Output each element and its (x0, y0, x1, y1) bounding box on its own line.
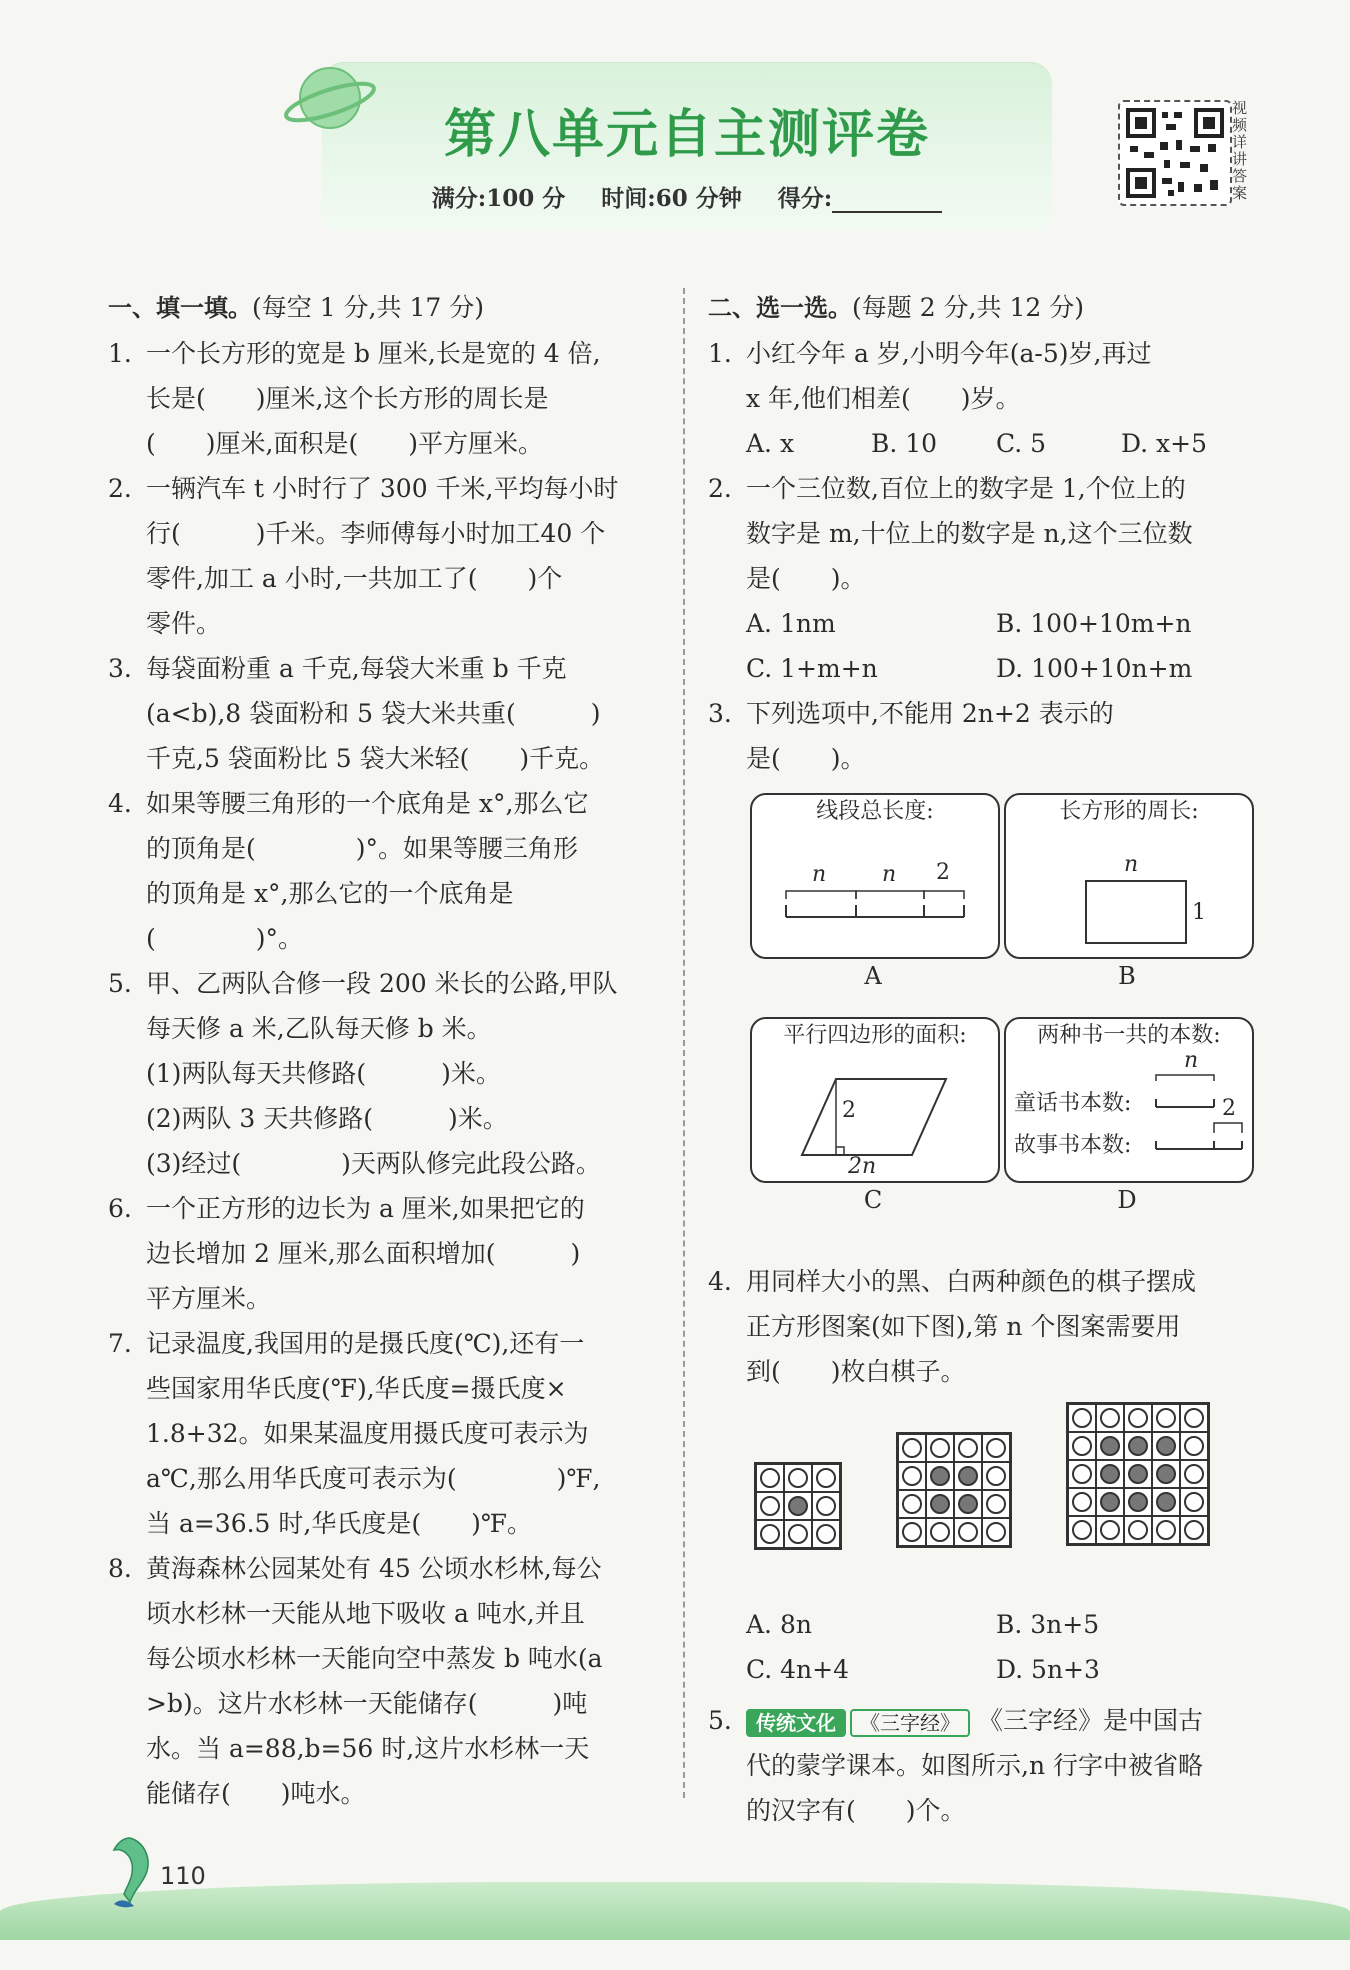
figure-c-parallelogram[interactable] (750, 1017, 1000, 1183)
white-stone (1184, 1408, 1204, 1428)
question-number: 8. (108, 1554, 132, 1583)
question-number: 1. (708, 339, 732, 368)
grid-cell (756, 1464, 784, 1492)
option-d[interactable]: D. 5n+3 (996, 1655, 1100, 1684)
question-line: 当 a=36.5 时,华氏度是( )℉。 (146, 1509, 533, 1538)
question-line: (a<b),8 袋面粉和 5 袋大米共重( ) (146, 699, 601, 728)
dolphin-icon (100, 1832, 162, 1912)
rect-length-label: n (1124, 852, 1139, 877)
figure-d-title: 两种书一共的本数: (1037, 1023, 1221, 1048)
question-line: 些国家用华氏度(℉),华氏度=摄氏度× (146, 1374, 567, 1403)
question-line: 如果等腰三角形的一个底角是 x°,那么它 (146, 789, 589, 818)
question-line: 的顶角是 x°,那么它的一个底角是 (146, 879, 514, 908)
choice-options-1 (708, 421, 1268, 466)
section-title-fill-in (108, 285, 666, 331)
white-stone (1184, 1520, 1204, 1540)
question-line: 顷水杉林一天能从地下吸收 a 吨水,并且 (146, 1599, 585, 1628)
grid-cell (1124, 1488, 1152, 1516)
fill-question-4 (108, 781, 666, 961)
option-a[interactable]: A. 1nm (746, 609, 836, 638)
figure-d-caption: D (1117, 1186, 1137, 1214)
choice-question-4 (708, 1259, 1268, 1394)
grid-cell (756, 1492, 784, 1520)
grid-cell (1124, 1432, 1152, 1460)
choice-question-5 (708, 1698, 1268, 1833)
question-line: 每天修 a 米,乙队每天修 b 米。 (146, 1014, 492, 1043)
question-line: >b)。这片水杉林一天能储存( )吨 (146, 1689, 588, 1718)
pattern-3 (1066, 1402, 1210, 1546)
figure-b-title: 长方形的周长: (1059, 799, 1199, 824)
question-line: 小红今年 a 岁,小明今年(a-5)岁,再过 (746, 339, 1152, 368)
figure-a-title: 线段总长度: (816, 799, 934, 824)
white-stone (902, 1466, 922, 1486)
sub-question: (3)经过( )天两队修完此段公路。 (146, 1149, 601, 1178)
choice-options-2b (708, 646, 1268, 691)
grid-cell (1180, 1432, 1208, 1460)
question-line: 长是( )厘米,这个长方形的周长是 (146, 384, 549, 413)
grid-cell (982, 1518, 1010, 1546)
black-stone (788, 1496, 808, 1516)
figure-b-rectangle[interactable] (1004, 793, 1254, 959)
black-stone (1128, 1464, 1148, 1484)
white-stone (902, 1522, 922, 1542)
full-score: 满分:100 分 (431, 185, 566, 212)
segment-label-2: 2 (936, 860, 950, 885)
grid-cell (1152, 1460, 1180, 1488)
white-stone (1072, 1492, 1092, 1512)
white-stone (788, 1468, 808, 1488)
books-n-label: n (1184, 1048, 1199, 1073)
figure-c-caption: C (863, 1186, 883, 1214)
white-stone (958, 1438, 978, 1458)
grid-cell (954, 1462, 982, 1490)
question-line: 零件。 (146, 609, 222, 638)
question-number: 7. (108, 1329, 132, 1358)
white-stone (1128, 1520, 1148, 1540)
parallelogram-base-label: 2n (848, 1154, 877, 1179)
white-stone (1156, 1408, 1176, 1428)
white-stone (1072, 1436, 1092, 1456)
question-line: 零件,加工 a 小时,一共加工了( )个 (146, 564, 563, 593)
question-line: 到( )枚白棋子。 (746, 1357, 966, 1386)
question-line: x 年,他们相差( )岁。 (746, 384, 1021, 413)
grid-cell (898, 1490, 926, 1518)
question-line: 水。当 a=88,b=56 时,这片水杉林一天 (146, 1734, 590, 1763)
option-b[interactable]: B. 10 (871, 429, 938, 458)
grid-cell (1124, 1404, 1152, 1432)
question-line: 下列选项中,不能用 2n+2 表示的 (746, 699, 1114, 728)
black-stone (958, 1494, 978, 1514)
section-note: (每空 1 分,共 17 分) (252, 293, 484, 322)
white-stone (902, 1494, 922, 1514)
question-line: 甲、乙两队合修一段 200 米长的公路,甲队 (146, 969, 618, 998)
pattern-2 (896, 1432, 1012, 1548)
section-fill-in (108, 285, 666, 1816)
grid-cell (898, 1462, 926, 1490)
grid-cell (1124, 1516, 1152, 1544)
question-line: 千克,5 袋面粉比 5 袋大米轻( )千克。 (146, 744, 605, 773)
grid-cell (954, 1518, 982, 1546)
white-stone (986, 1522, 1006, 1542)
qr-code-icon[interactable] (1118, 100, 1232, 206)
option-b[interactable]: B. 3n+5 (996, 1610, 1100, 1639)
grid-cell (1180, 1488, 1208, 1516)
pattern-1 (754, 1462, 842, 1550)
section-note: (每题 2 分,共 12 分) (852, 293, 1084, 322)
question-line (746, 1698, 1268, 1743)
black-stone (1128, 1492, 1148, 1512)
grid-cell (926, 1490, 954, 1518)
option-a[interactable]: A. x (746, 429, 795, 458)
figure-a-caption: A (864, 962, 882, 990)
column-divider (683, 288, 685, 1798)
fill-question-2 (108, 466, 666, 646)
option-a[interactable]: A. 8n (746, 1610, 812, 1639)
grid-cell (1096, 1488, 1124, 1516)
white-stone (1128, 1408, 1148, 1428)
section-title-choice (708, 285, 1268, 331)
grid-cell (926, 1462, 954, 1490)
white-stone (1100, 1408, 1120, 1428)
question-line: 是( )。 (746, 744, 866, 773)
question-number: 3. (708, 699, 732, 728)
grid-cell (926, 1518, 954, 1546)
black-stone (1100, 1464, 1120, 1484)
grid-cell (1180, 1404, 1208, 1432)
grid-cell (1152, 1516, 1180, 1544)
book-tag: 《三字经》 (850, 1709, 970, 1737)
grid-cell (784, 1464, 812, 1492)
grid-cell (812, 1520, 840, 1548)
grid-cell (1068, 1432, 1096, 1460)
score-label: 得分: (777, 185, 833, 212)
option-d[interactable]: D. x+5 (1121, 429, 1207, 458)
question-line: 记录温度,我国用的是摄氏度(℃),还有一 (146, 1329, 585, 1358)
question-line: 的汉字有( )个。 (746, 1796, 966, 1825)
question-line: 一个长方形的宽是 b 厘米,长是宽的 4 倍, (146, 339, 601, 368)
question-line: 一辆汽车 t 小时行了 300 千米,平均每小时 (146, 474, 619, 503)
question-number: 2. (708, 474, 732, 503)
white-stone (1072, 1520, 1092, 1540)
question-line: 的顶角是( )°。如果等腰三角形 (146, 834, 579, 863)
question-line: 能储存( )吨水。 (146, 1779, 366, 1808)
fill-question-7 (108, 1321, 666, 1546)
question-line: ( )°。 (146, 924, 304, 953)
figure-a-segment[interactable] (750, 793, 1000, 959)
grid-cell (982, 1462, 1010, 1490)
question-line: 边长增加 2 厘米,那么面积增加( ) (146, 1239, 581, 1268)
white-stone (816, 1468, 836, 1488)
segment-label-n2: n (882, 862, 897, 887)
question-number: 6. (108, 1194, 132, 1223)
page-number: 110 (160, 1862, 206, 1890)
white-stone (930, 1438, 950, 1458)
grid-cell (812, 1464, 840, 1492)
question-line: ( )厘米,面积是( )平方厘米。 (146, 429, 543, 458)
option-c[interactable]: C. 5 (996, 429, 1047, 458)
question-line: 1.8+32。如果某温度用摄氏度可表示为 (146, 1419, 589, 1448)
white-stone (1100, 1520, 1120, 1540)
question-number: 2. (108, 474, 132, 503)
grid-cell (812, 1492, 840, 1520)
white-stone (986, 1466, 1006, 1486)
white-stone (760, 1524, 780, 1544)
grid-cell (926, 1434, 954, 1462)
option-b[interactable]: B. 100+10m+n (996, 609, 1192, 638)
question-line: 黄海森林公园某处有 45 公顷水杉林,每公 (146, 1554, 602, 1583)
grid-cell (1124, 1460, 1152, 1488)
grid-cell (954, 1434, 982, 1462)
white-stone (1156, 1520, 1176, 1540)
black-stone (1128, 1436, 1148, 1456)
grid-cell (898, 1434, 926, 1462)
white-stone (816, 1496, 836, 1516)
grid-cell (784, 1492, 812, 1520)
exam-meta (322, 180, 1052, 213)
grid-cell (954, 1490, 982, 1518)
question-number: 4. (708, 1267, 732, 1296)
black-stone (930, 1466, 950, 1486)
fill-question-3 (108, 646, 666, 781)
grid-cell (1152, 1432, 1180, 1460)
grid-cell (1068, 1460, 1096, 1488)
choice-question-3 (708, 691, 1268, 781)
black-stone (1156, 1492, 1176, 1512)
white-stone (1184, 1436, 1204, 1456)
black-stone (958, 1466, 978, 1486)
section-multiple-choice (708, 285, 1268, 1833)
figure-c-title: 平行四边形的面积: (783, 1023, 967, 1048)
grid-cell (982, 1434, 1010, 1462)
question-line: 是( )。 (746, 564, 866, 593)
fill-question-6 (108, 1186, 666, 1321)
question-line: 用同样大小的黑、白两种颜色的棋子摆成 (746, 1267, 1197, 1296)
choice-options-2a (708, 601, 1268, 646)
grid-cell (1180, 1460, 1208, 1488)
fill-question-8 (108, 1546, 666, 1816)
question-line: a℃,那么用华氏度可表示为( )℉, (146, 1464, 601, 1493)
question-line: 代的蒙学课本。如图所示,n 行字中被省略 (746, 1751, 1203, 1780)
question-line: 数字是 m,十位上的数字是 n,这个三位数 (746, 519, 1193, 548)
choice-options-4a (708, 1602, 1268, 1647)
choice-question-2 (708, 466, 1268, 601)
question-text: 《三字经》是中国古 (977, 1706, 1203, 1735)
question-line: 行( )千米。李师傅每小时加工40 个 (146, 519, 606, 548)
white-stone (1072, 1408, 1092, 1428)
question-line: 一个三位数,百位上的数字是 1,个位上的 (746, 474, 1186, 503)
grid-cell (1096, 1404, 1124, 1432)
grid-cell (1068, 1488, 1096, 1516)
qr-label: 视频详讲答案 (1232, 99, 1248, 202)
grid-cell (1068, 1516, 1096, 1544)
question-line: 平方厘米。 (146, 1284, 272, 1313)
white-stone (788, 1524, 808, 1544)
segment-diagram (752, 831, 998, 951)
white-stone (760, 1496, 780, 1516)
score-field (778, 185, 943, 212)
grid-cell (1180, 1516, 1208, 1544)
question-number: 5. (708, 1706, 732, 1735)
white-stone (1184, 1492, 1204, 1512)
black-stone (1100, 1492, 1120, 1512)
grid-cell (1096, 1432, 1124, 1460)
question-line: 每袋面粉重 a 千克,每袋大米重 b 千克 (146, 654, 567, 683)
fill-question-1 (108, 331, 666, 466)
white-stone (1184, 1464, 1204, 1484)
section-heading: 一、填一填。 (108, 294, 252, 322)
score-blank[interactable] (832, 189, 942, 213)
fill-question-5 (108, 961, 666, 1186)
choice-3-figures (708, 789, 1268, 1259)
story-books-label: 故事书本数: (1014, 1133, 1132, 1158)
question-number: 5. (108, 969, 132, 998)
black-stone (1156, 1436, 1176, 1456)
white-stone (902, 1438, 922, 1458)
fairy-tale-books-label: 童话书本数: (1014, 1091, 1132, 1116)
grid-cell (1096, 1460, 1124, 1488)
question-line: 正方形图案(如下图),第 n 个图案需要用 (746, 1312, 1181, 1341)
black-stone (1156, 1464, 1176, 1484)
rect-width-label: 1 (1192, 900, 1206, 925)
books-difference-label: 2 (1222, 1096, 1236, 1121)
white-stone (816, 1524, 836, 1544)
rectangle-diagram (1006, 831, 1252, 951)
white-stone (986, 1438, 1006, 1458)
black-stone (930, 1494, 950, 1514)
sub-question: (2)两队 3 天共修路( )米。 (146, 1104, 508, 1133)
grid-cell (784, 1520, 812, 1548)
option-d[interactable]: D. 100+10n+m (996, 654, 1193, 683)
page-title: 第八单元自主测评卷 (443, 105, 930, 165)
grid-cell (756, 1520, 784, 1548)
choice-question-1 (708, 331, 1268, 421)
time-limit: 时间:60 分钟 (601, 185, 742, 212)
sub-question: (1)两队每天共修路( )米。 (146, 1059, 501, 1088)
white-stone (986, 1494, 1006, 1514)
grid-cell (1068, 1404, 1096, 1432)
chess-patterns (708, 1402, 1268, 1602)
grid-cell (982, 1490, 1010, 1518)
option-c[interactable]: C. 1+m+n (746, 654, 878, 683)
grid-cell (1152, 1404, 1180, 1432)
question-number: 4. (108, 789, 132, 818)
culture-tag: 传统文化 (746, 1709, 846, 1737)
question-number: 1. (108, 339, 132, 368)
question-line: 每公顷水杉林一天能向空中蒸发 b 吨水(a (146, 1644, 603, 1673)
question-line: 一个正方形的边长为 a 厘米,如果把它的 (146, 1194, 585, 1223)
option-c[interactable]: C. 4n+4 (746, 1655, 849, 1684)
white-stone (930, 1522, 950, 1542)
section-heading: 二、选一选。 (708, 294, 852, 322)
question-number: 3. (108, 654, 132, 683)
white-stone (958, 1522, 978, 1542)
figure-d-books[interactable] (1004, 1017, 1254, 1183)
grid-cell (898, 1518, 926, 1546)
white-stone (760, 1468, 780, 1488)
white-stone (1072, 1464, 1092, 1484)
books-diagram (1006, 1019, 1252, 1181)
grid-cell (1152, 1488, 1180, 1516)
segment-label-n1: n (812, 862, 827, 887)
figure-b-caption: B (1118, 962, 1136, 990)
footer-band (0, 1882, 1350, 1940)
choice-options-4b (708, 1647, 1268, 1692)
parallelogram-height-label: 2 (842, 1098, 856, 1123)
black-stone (1100, 1436, 1120, 1456)
grid-cell (1096, 1516, 1124, 1544)
